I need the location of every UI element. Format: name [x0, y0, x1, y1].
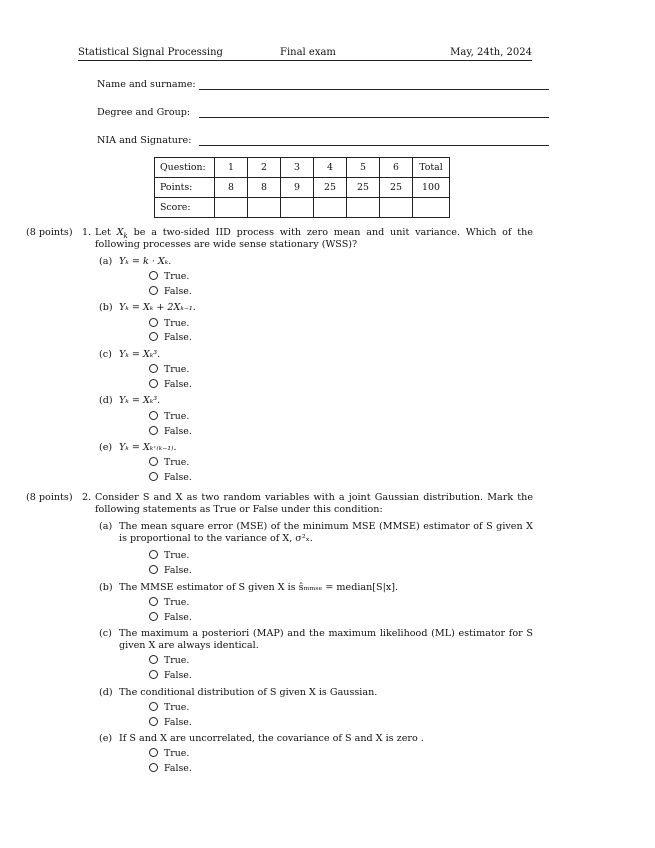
- q2-points: (8 points): [26, 492, 73, 503]
- option-label: False.: [164, 670, 192, 681]
- part-text: The maximum a posteriori (MAP) and the maximum likelihood (ML) estimator for S given X are always identical.: [119, 628, 533, 651]
- score-cell[interactable]: [248, 198, 281, 218]
- option-label: False.: [164, 426, 192, 437]
- q1-text-end: be a two-sided IID process with zero mean and unit variance. Which of the following processes are wide sense stationary (WSS)?: [95, 227, 533, 250]
- q2c-false-option[interactable]: [149, 670, 192, 682]
- grade-row-points: [155, 178, 450, 198]
- grade-row-questions: [155, 158, 450, 178]
- degree-field[interactable]: [97, 107, 549, 121]
- points-cell: 8: [248, 178, 281, 198]
- part-text: The conditional distribution of S given X is Gaussian.: [119, 687, 378, 698]
- radio-circle-icon[interactable]: [149, 612, 158, 621]
- part-text: Yₖ = Xₖ + 2Xₖ₋₁.: [119, 302, 196, 313]
- radio-circle-icon[interactable]: [149, 457, 158, 466]
- points-cell: 9: [281, 178, 314, 198]
- option-label: False.: [164, 332, 192, 343]
- question-header: Question:: [155, 158, 215, 178]
- option-label: True.: [164, 748, 190, 759]
- part-label: (d): [99, 687, 113, 698]
- option-label: True.: [164, 702, 190, 713]
- q1-process-symbol: $X_k$: [116, 227, 128, 240]
- radio-circle-icon[interactable]: [149, 565, 158, 574]
- exam-date: May, 24th, 2024: [450, 47, 532, 58]
- q2b-true-option[interactable]: [149, 597, 189, 609]
- q2d-true-option[interactable]: [149, 702, 189, 714]
- q1c-true-option[interactable]: [149, 364, 189, 376]
- q1-number: 1.: [82, 227, 92, 238]
- score-total-cell[interactable]: [413, 198, 450, 218]
- q1b-false-option[interactable]: [149, 332, 192, 344]
- points-cell: 25: [347, 178, 380, 198]
- points-cell: 25: [314, 178, 347, 198]
- q2a-false-option[interactable]: [149, 565, 192, 577]
- q1d-false-option[interactable]: [149, 426, 192, 438]
- part-label: (b): [99, 302, 113, 313]
- exam-title: Final exam: [280, 47, 336, 58]
- option-label: True.: [164, 655, 190, 666]
- option-label: True.: [164, 457, 190, 468]
- radio-circle-icon[interactable]: [149, 332, 158, 341]
- radio-circle-icon[interactable]: [149, 364, 158, 373]
- q2-text: Consider S and X as two random variables with a joint Gaussian distribution. Mark the following statements as True or False under this condition:: [95, 492, 533, 515]
- option-label: False.: [164, 717, 192, 728]
- radio-circle-icon[interactable]: [149, 271, 158, 280]
- part-label: (c): [99, 628, 112, 639]
- nia-line[interactable]: [199, 145, 549, 146]
- points-total-cell: 100: [413, 178, 450, 198]
- q2c-true-option[interactable]: [149, 655, 189, 667]
- q2d-false-option[interactable]: [149, 717, 192, 729]
- option-label: True.: [164, 411, 190, 422]
- q2b-false-option[interactable]: [149, 612, 192, 624]
- question-cell: 5: [347, 158, 380, 178]
- option-label: True.: [164, 597, 190, 608]
- question-cell: 1: [215, 158, 248, 178]
- option-label: True.: [164, 550, 190, 561]
- radio-circle-icon[interactable]: [149, 286, 158, 295]
- score-header: Score:: [155, 198, 215, 218]
- score-cell[interactable]: [347, 198, 380, 218]
- name-label: Name and surname:: [97, 79, 196, 90]
- radio-circle-icon[interactable]: [149, 748, 158, 757]
- option-label: False.: [164, 286, 192, 297]
- nia-label: NIA and Signature:: [97, 135, 192, 146]
- name-line[interactable]: [199, 89, 549, 90]
- question-total-cell: Total: [413, 158, 450, 178]
- score-cell[interactable]: [281, 198, 314, 218]
- part-text: Yₖ = Xₖ³.: [119, 349, 161, 360]
- part-label: (a): [99, 521, 113, 532]
- degree-line[interactable]: [199, 117, 549, 118]
- degree-label: Degree and Group:: [97, 107, 191, 118]
- option-label: False.: [164, 763, 192, 774]
- question-cell: 6: [380, 158, 413, 178]
- question-cell: 3: [281, 158, 314, 178]
- radio-circle-icon[interactable]: [149, 411, 158, 420]
- question-cell: 4: [314, 158, 347, 178]
- radio-circle-icon[interactable]: [149, 670, 158, 679]
- score-cell[interactable]: [314, 198, 347, 218]
- part-label: (a): [99, 256, 113, 267]
- radio-circle-icon[interactable]: [149, 318, 158, 327]
- q2a-true-option[interactable]: [149, 550, 189, 562]
- option-label: False.: [164, 565, 192, 576]
- q1-text-start: Let: [95, 227, 117, 238]
- part-label: (e): [99, 733, 113, 744]
- q1-points: (8 points): [26, 227, 73, 238]
- grade-table: [154, 157, 450, 218]
- part-text: If S and X are uncorrelated, the covariance of S and X is zero .: [119, 733, 424, 744]
- q1d-true-option[interactable]: [149, 411, 189, 423]
- course-title: Statistical Signal Processing: [78, 47, 223, 58]
- points-header: Points:: [155, 178, 215, 198]
- q1-text: [95, 227, 533, 251]
- radio-circle-icon[interactable]: [149, 472, 158, 481]
- radio-circle-icon[interactable]: [149, 426, 158, 435]
- score-cell[interactable]: [380, 198, 413, 218]
- option-label: False.: [164, 472, 192, 483]
- part-label: (d): [99, 395, 113, 406]
- part-text: The MMSE estimator of S given X is ŝₘₘₛₑ = median[S|x].: [119, 582, 399, 593]
- part-label: (b): [99, 582, 113, 593]
- page-header: [78, 46, 532, 61]
- grade-row-score: [155, 198, 450, 218]
- radio-circle-icon[interactable]: [149, 597, 158, 606]
- radio-circle-icon[interactable]: [149, 702, 158, 711]
- q1e-false-option[interactable]: [149, 472, 192, 484]
- q2e-true-option[interactable]: [149, 748, 189, 760]
- option-label: True.: [164, 271, 190, 282]
- q1a-true-option[interactable]: [149, 271, 189, 283]
- q1c-false-option[interactable]: [149, 379, 192, 391]
- nia-field[interactable]: [97, 135, 549, 149]
- part-text: Yₖ = k · Xₖ.: [119, 256, 172, 267]
- radio-circle-icon[interactable]: [149, 717, 158, 726]
- q1e-true-option[interactable]: [149, 457, 189, 469]
- option-label: True.: [164, 364, 190, 375]
- score-cell[interactable]: [215, 198, 248, 218]
- q1b-true-option[interactable]: [149, 318, 189, 330]
- radio-circle-icon[interactable]: [149, 763, 158, 772]
- question-cell: 2: [248, 158, 281, 178]
- part-label: (e): [99, 442, 113, 453]
- points-cell: 8: [215, 178, 248, 198]
- option-label: True.: [164, 318, 190, 329]
- q2e-false-option[interactable]: [149, 763, 192, 775]
- option-label: False.: [164, 379, 192, 390]
- part-label: (c): [99, 349, 112, 360]
- radio-circle-icon[interactable]: [149, 379, 158, 388]
- q2-number: 2.: [82, 492, 92, 503]
- option-label: False.: [164, 612, 192, 623]
- part-text: Yₖ = Xₖ³.: [119, 395, 161, 406]
- points-cell: 25: [380, 178, 413, 198]
- part-text: Yₖ = Xₖ·₍ₖ₋₁₎.: [119, 442, 177, 453]
- radio-circle-icon[interactable]: [149, 655, 158, 664]
- name-field[interactable]: [97, 79, 549, 93]
- q1a-false-option[interactable]: [149, 286, 192, 298]
- radio-circle-icon[interactable]: [149, 550, 158, 559]
- part-text: The mean square error (MSE) of the minimum MSE (MMSE) estimator of S given X is proportional to the variance of X, σ²ₓ.: [119, 521, 533, 544]
